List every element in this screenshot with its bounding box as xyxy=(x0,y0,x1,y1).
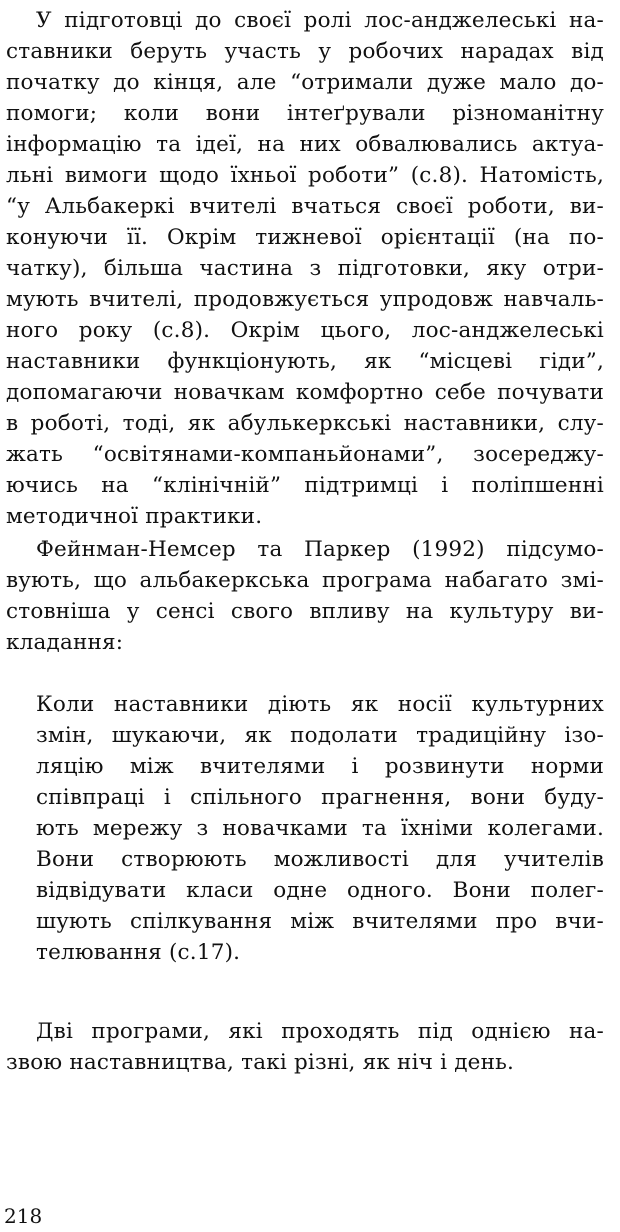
text-line: ють мережу з новачками та їхніми колегами. xyxy=(36,816,604,841)
text-line: звою наставництва, такі різні, як ніч і день. xyxy=(6,1050,515,1075)
text-line: змін, шукаючи, як подолати традиційну ізо- xyxy=(36,723,604,748)
text-line: стовніша у сенсі свого впливу на культуру ви- xyxy=(6,599,604,624)
text-line: ючись на “клінічній” підтримці і поліпшенні xyxy=(6,473,604,498)
text-line: мують вчителі, продовжується упродовж навчаль- xyxy=(6,287,604,312)
text-line: ставники беруть участь у робочих нарадах від xyxy=(6,39,604,64)
text-line: ляцію між вчителями і розвинути норми xyxy=(36,754,604,779)
text-line: шують спілкування між вчителями про вчи- xyxy=(36,909,604,934)
text-line: Фейнман-Немсер та Паркер (1992) підсумо- xyxy=(36,537,604,562)
page-number: 218 xyxy=(4,1204,43,1228)
text-line: початку до кінця, але “отримали дуже мало до- xyxy=(6,70,604,95)
text-line: інформацію та ідеї, на них обвалювались актуа- xyxy=(6,132,604,157)
text-line: ного року (с.8). Окрім цього, лос-анджелеські xyxy=(6,318,604,343)
text-line: помоги; коли вони інтеґрували різноманітну xyxy=(6,101,604,126)
text-line: телювання (с.17). xyxy=(36,940,241,965)
text-line: в роботі, тоді, як абулькеркські наставники, слу- xyxy=(6,411,604,436)
text-line: методичної практики. xyxy=(6,504,263,529)
text-line: допомагаючи новачкам комфортно себе почувати xyxy=(6,380,604,405)
text-line: відвідувати класи одне одного. Вони полег- xyxy=(36,878,604,903)
text-line: вують, що альбакеркська програма набагато змі- xyxy=(6,568,604,593)
text-line: співпраці і спільного прагнення, вони буду- xyxy=(36,785,604,810)
text-line: Дві програми, які проходять під однією на- xyxy=(36,1019,604,1044)
text-line: Коли наставники діють як носії культурних xyxy=(36,692,604,717)
text-line: льні вимоги щодо їхньої роботи” (с.8). Натомість, xyxy=(6,163,604,188)
text-line: наставники функціонують, як “місцеві гіди”, xyxy=(6,349,604,374)
text-line: “у Альбакеркі вчителі вчаться своєї роботи, ви- xyxy=(6,194,604,219)
text-line: конуючи її. Окрім тижневої орієнтації (на по- xyxy=(6,225,604,250)
text-line: чатку), більша частина з підготовки, яку отри- xyxy=(6,256,604,281)
text-line: жать “освітянами-компаньйонами”, зосереджу- xyxy=(6,442,604,467)
text-line: У підготовці до своєї ролі лос-анджелеські на- xyxy=(36,8,604,33)
text-line: Вони створюють можливості для учителів xyxy=(36,847,604,872)
text-line: кладання: xyxy=(6,630,124,655)
